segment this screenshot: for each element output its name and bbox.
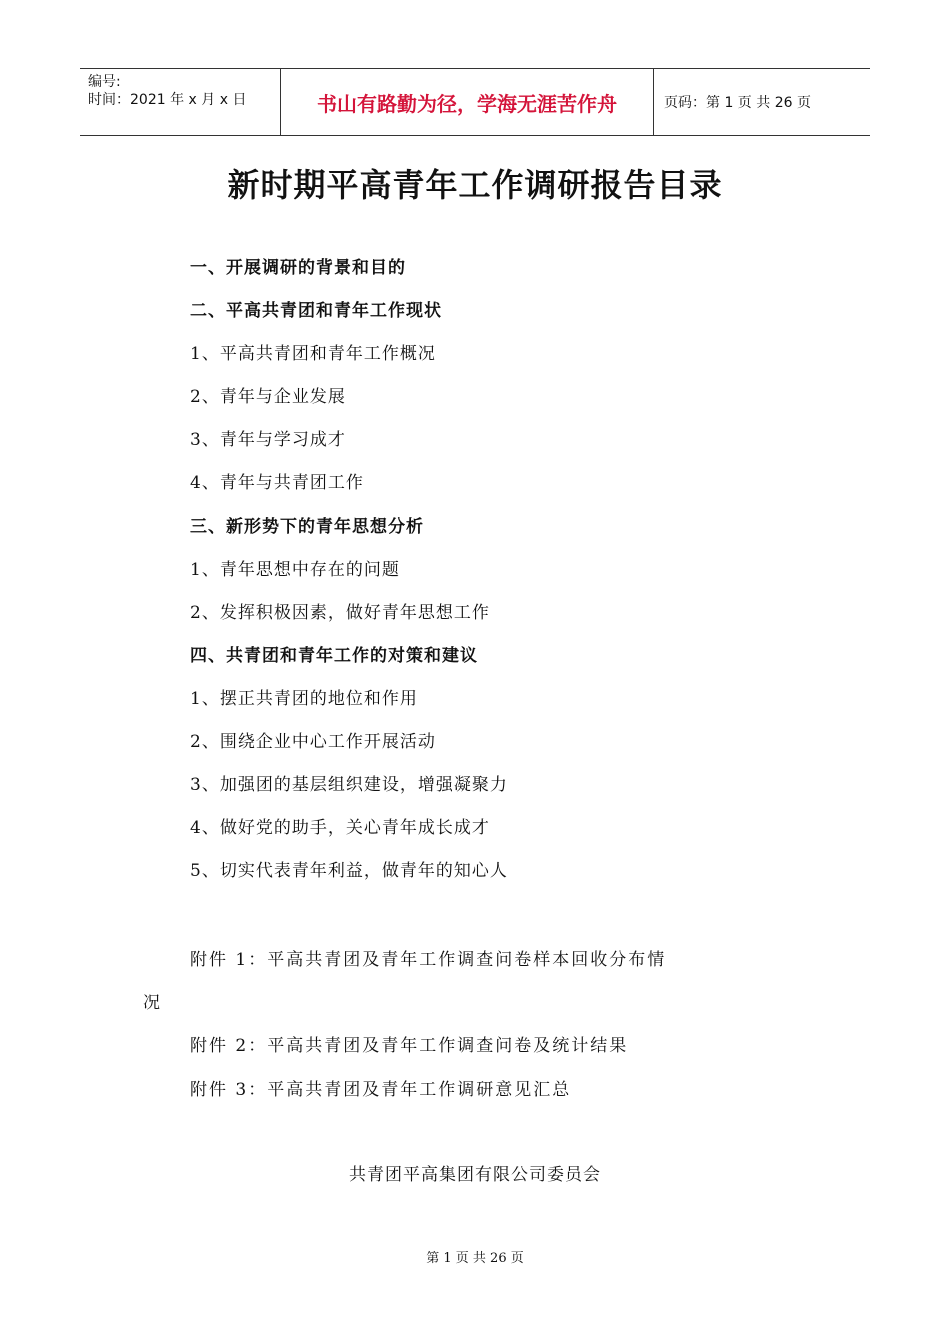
toc-item: 2、围绕企业中心工作开展活动 <box>190 732 436 753</box>
signature-organization: 共青团平高集团有限公司委员会 <box>349 1165 601 1185</box>
toc-item: 1、摆正共青团的地位和作用 <box>190 688 418 709</box>
toc-item: 5、切实代表青年利益，做青年的知心人 <box>190 861 508 882</box>
page-footer: 第 1 页 共 26 页 <box>426 1251 524 1266</box>
header-motto: 书山有路勤为径，学海无涯苦作舟 <box>280 69 654 135</box>
time-label: 时间：2021 年 x 月 x 日 <box>88 92 247 108</box>
toc-item: 二、平高共青团和青年工作现状 <box>190 301 442 322</box>
page-header <box>80 68 870 136</box>
serial-label: 编号: <box>88 74 121 90</box>
attachment-2: 附件 2：平高共青团及青年工作调查问卷及统计结果 <box>190 1036 629 1056</box>
toc-item: 4、青年与共青团工作 <box>190 473 364 494</box>
toc-item: 四、共青团和青年工作的对策和建议 <box>190 645 478 666</box>
header-page-info: 页码：第 1 页 共 26 页 <box>664 95 811 111</box>
toc-item: 1、青年思想中存在的问题 <box>190 559 400 580</box>
attachment-1-continued: 况 <box>143 993 160 1013</box>
toc-item: 2、青年与企业发展 <box>190 387 346 408</box>
toc-item: 3、加强团的基层组织建设，增强凝聚力 <box>190 775 508 796</box>
toc-item: 三、新形势下的青年思想分析 <box>190 516 424 537</box>
toc-item: 3、青年与学习成才 <box>190 430 346 451</box>
toc-item: 4、做好党的助手，关心青年成长成才 <box>190 818 490 839</box>
toc-item: 1、平高共青团和青年工作概况 <box>190 344 436 365</box>
attachment-3: 附件 3：平高共青团及青年工作调研意见汇总 <box>190 1080 572 1100</box>
toc-item: 一、开展调研的背景和目的 <box>190 258 406 278</box>
header-meta <box>80 69 280 135</box>
attachment-1: 附件 1：平高共青团及青年工作调查问卷样本回收分布情 <box>190 950 667 970</box>
document-title: 新时期平高青年工作调研报告目录 <box>227 166 723 204</box>
table-of-contents <box>190 255 810 901</box>
toc-item: 2、发挥积极因素，做好青年思想工作 <box>190 602 490 623</box>
